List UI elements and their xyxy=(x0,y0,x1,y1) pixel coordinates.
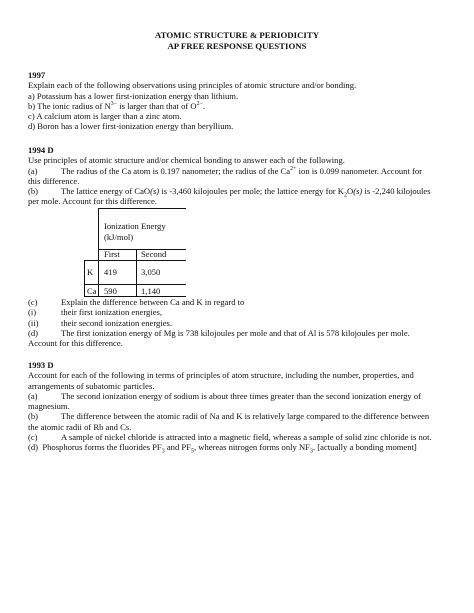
part-c-ii: (ii) their second ionization energies. xyxy=(28,317,173,328)
question-1997 xyxy=(28,70,464,132)
part-c: (c) A sample of nickel chloride is attracted into a magnetic field, whereas a sample of solid zinc chloride is not. xyxy=(28,432,432,443)
question-1993 xyxy=(28,360,464,456)
question-intro-cont: arrangements of subatomic particles. xyxy=(28,380,155,391)
part-a: (a) The radius of the Ca atom is 0.197 nanometer; the radius of the $Ca^{2+}$ ion is 0.099 nanometer. Account for xyxy=(28,165,423,176)
table-col-second: Second xyxy=(141,249,167,259)
part-b-cont: per mole. Account for this difference. xyxy=(28,196,157,207)
table-col-first: First xyxy=(104,249,120,259)
table-cell-second: 1,140 xyxy=(141,286,161,296)
question-intro: Explain each of the following observations using principles of atomic structure and/or bonding. xyxy=(28,80,357,91)
table-cell-element: Ca xyxy=(87,286,97,296)
part-c: (c) Explain the difference between Ca and K in regard to xyxy=(28,297,245,307)
document-title: ATOMIC STRUCTURE & PERIODICITY xyxy=(154,30,320,40)
table-cell-second: 3,050 xyxy=(141,267,161,277)
table-header-ionization: Ionization Energy xyxy=(104,221,166,231)
part-a: (a) The second ionization energy of sodium is about three times greater than the second ionization energy of xyxy=(28,390,422,401)
question-1994-cont xyxy=(28,297,464,348)
part-b: b) The ionic radius of $N^{3-}$ is larger than that of $O^{2-}$. xyxy=(28,100,206,111)
part-c: c) A calcium atom is larger than a zinc atom. xyxy=(28,111,182,122)
table-cell-element: K xyxy=(87,267,94,277)
document-subtitle: AP FREE RESPONSE QUESTIONS xyxy=(167,41,307,51)
year-heading: 1997 xyxy=(28,70,46,80)
part-d: (d) The first ionization energy of Mg is 738 kilojoules per mole and that of Al is 578 kilojoules per mole. xyxy=(28,327,410,338)
part-d-cont: Account for this difference. xyxy=(28,338,123,349)
table-cell-first: 419 xyxy=(104,267,117,277)
part-a-cont: this difference. xyxy=(28,175,80,186)
year-heading: 1994 D xyxy=(28,145,54,155)
question-1994 xyxy=(28,145,464,207)
part-b: (b) The lattice energy of CaO(s) is -3,460 kilojoules per mole; the lattice energy for $K_2O(s)$ is -2,240 kilojoules xyxy=(28,186,431,199)
part-b-cont: the atomic radii of Rb and Cs. xyxy=(28,421,132,432)
part-a-cont: magnesium. xyxy=(28,401,70,412)
part-a: a) Potassium has a lower first-ionization energy than lithium. xyxy=(28,90,239,101)
question-intro: Account for each of the following in terms of principles of atom structure, including the number, properties, and xyxy=(28,370,414,381)
question-intro: Use principles of atomic structure and/or chemical bonding to answer each of the following. xyxy=(28,155,345,166)
table-header-units: (kJ/mol) xyxy=(104,232,134,242)
part-c-i: (i) their first ionization energies, xyxy=(28,307,163,318)
table-cell-first: 590 xyxy=(104,286,117,296)
part-d: d) Boron has a lower first-ionization energy than beryllium. xyxy=(28,121,234,132)
part-b: (b) The difference between the atomic radii of Na and K is relatively large compared to the difference between xyxy=(28,411,430,422)
year-heading: 1993 D xyxy=(28,360,54,370)
part-d: (d) Phosphorus forms the fluorides $PF_3$ and $PF_5$, whereas nitrogen forms only $NF_3$. [actually a bonding moment] xyxy=(28,442,417,456)
